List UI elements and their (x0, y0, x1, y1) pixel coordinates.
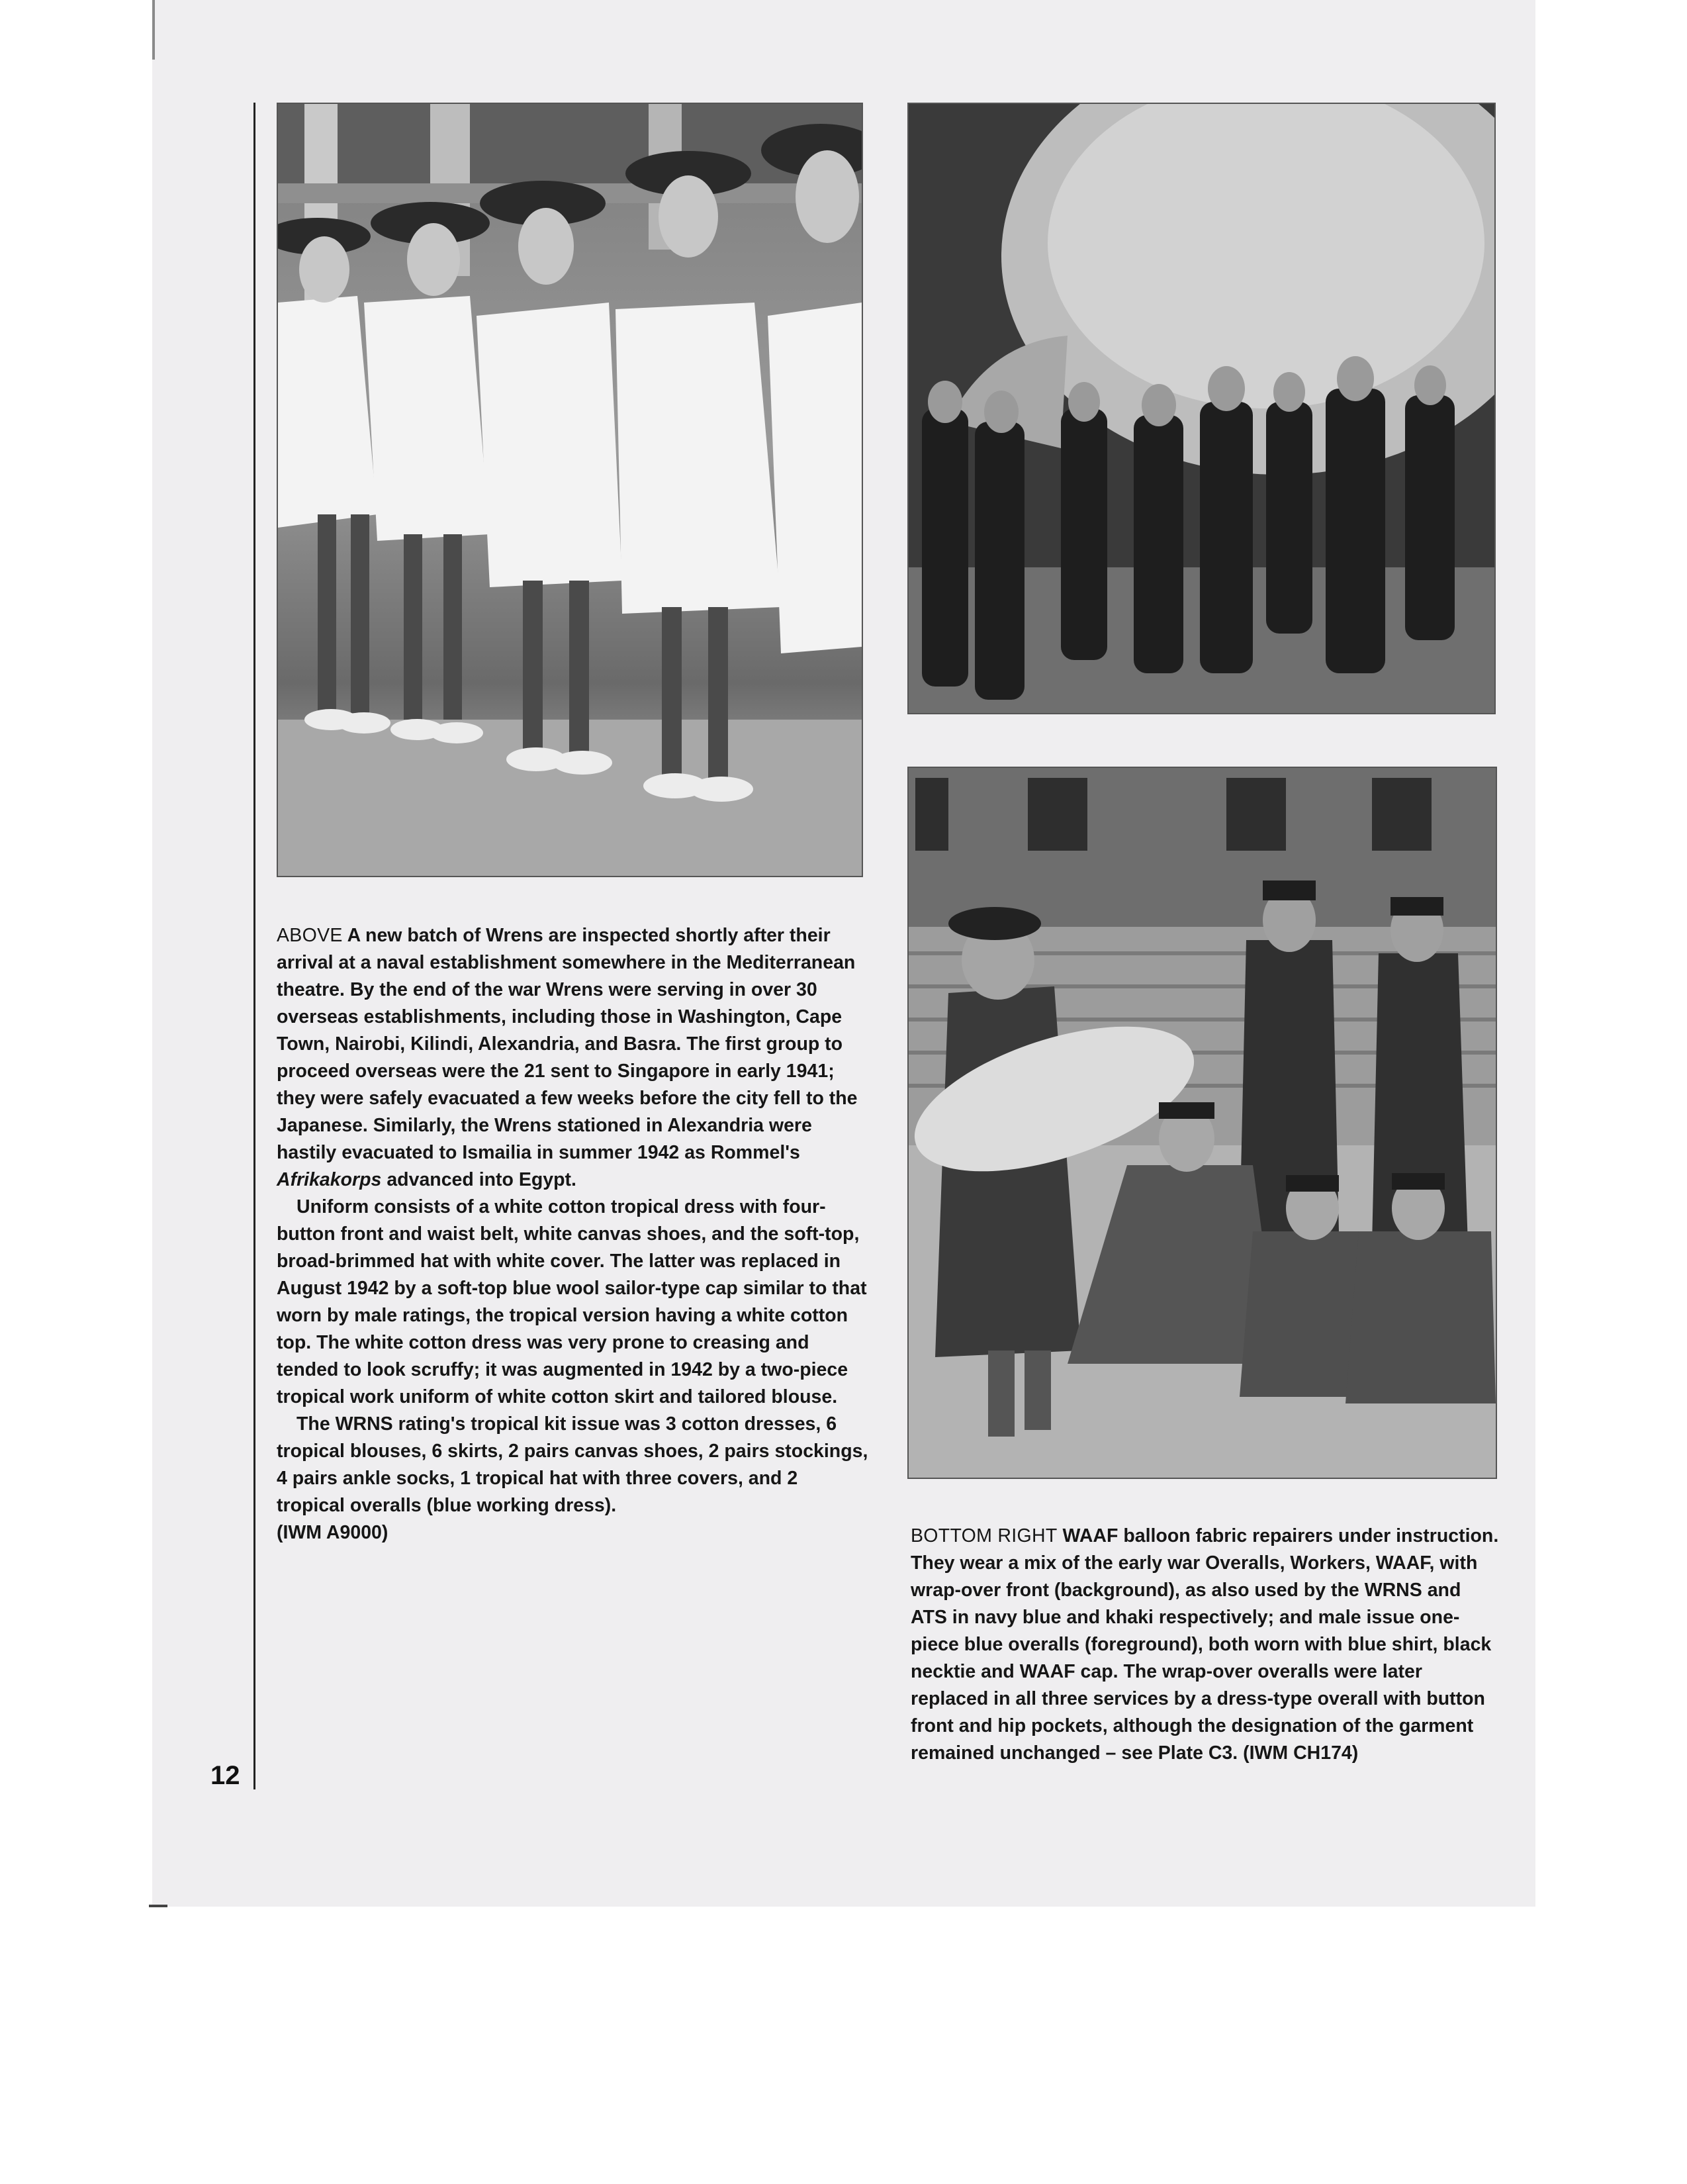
page-number: 12 (210, 1761, 240, 1790)
balloon-crew-photo (907, 103, 1496, 714)
caption-bottom-right (911, 1523, 1500, 1767)
caption-above-text-1-end: advanced into Egypt. (387, 1169, 576, 1190)
caption-lead-above: ABOVE (277, 925, 343, 946)
caption-above-text-1: A new batch of Wrens are inspected shortly after their arrival at a naval establishment somewhere in the Mediterranean theatre. By the end of the war Wrens were serving in over 30 overseas establishments, including those in Washington, Cape Town, Nairobi, Kilindi, Alexandria, and Basra. The first group to proceed overseas were the 21 sent to Singapore in early 1941; they were safely evacuated a few weeks before the city fell to the Japanese. Similarly, the Wrens stationed in Alexandria were hastily evacuated to Ismailia in summer 1942 as Rommel's (277, 925, 858, 1163)
balloon-photograph-icon (909, 104, 1494, 713)
scan-mark (149, 1905, 167, 1907)
caption-above-paragraph-1 (277, 922, 869, 1194)
caption-above-paragraph-3 (277, 1411, 869, 1546)
repairers-photograph-icon (909, 768, 1496, 1478)
fabric-repairers-photo (907, 767, 1497, 1479)
caption-above-text-3: The WRNS rating's tropical kit issue was 3 cotton dresses, 6 tropical blouses, 6 skirts, 2 pairs canvas shoes, 2 pairs stockings, 4 pairs ankle socks, 1 tropical hat with three covers, and 2 tropical overalls (blue working dress). (277, 1413, 868, 1516)
caption-above-paragraph-2: Uniform consists of a white cotton tropical dress with four-button front and waist belt, white canvas shoes, and the soft-top, broad-brimmed hat with white cover. The latter was replaced in August 1942 by a soft-top blue wool sailor-type cap similar to that worn by male ratings, the tropical version having a white cotton top. The white cotton dress was very prone to creasing and tended to look scruffy; it was augmented in 1942 by a two-piece tropical work uniform of white cotton skirt and tailored blouse. (277, 1196, 867, 1407)
caption-above-italic: Afrikakorps (277, 1169, 382, 1190)
caption-above-credit: (IWM A9000) (277, 1522, 388, 1543)
caption-bottom-right-text: WAAF balloon fabric repairers under instruction. They wear a mix of the early war Overalls, Workers, WAAF, with wrap-over front (background), as also used by the WRNS and ATS in navy blue and khaki respectively; and male issue one-piece blue overalls (foreground), both worn with blue shirt, black necktie and WAAF cap. The wrap-over overalls were later replaced in all three services by a dress-type overall with button front and hip pockets, although the designation of the garment remained unchanged – see Plate C3. (IWM CH174) (911, 1525, 1499, 1764)
caption-above (277, 922, 869, 1546)
caption-lead-bottom-right: BOTTOM RIGHT (911, 1525, 1058, 1546)
wrens-photo (277, 103, 863, 877)
caption-bottom-right-paragraph (911, 1523, 1500, 1767)
wrens-photograph-icon (278, 104, 862, 876)
margin-rule (253, 103, 255, 1789)
scan-edge (152, 0, 155, 60)
